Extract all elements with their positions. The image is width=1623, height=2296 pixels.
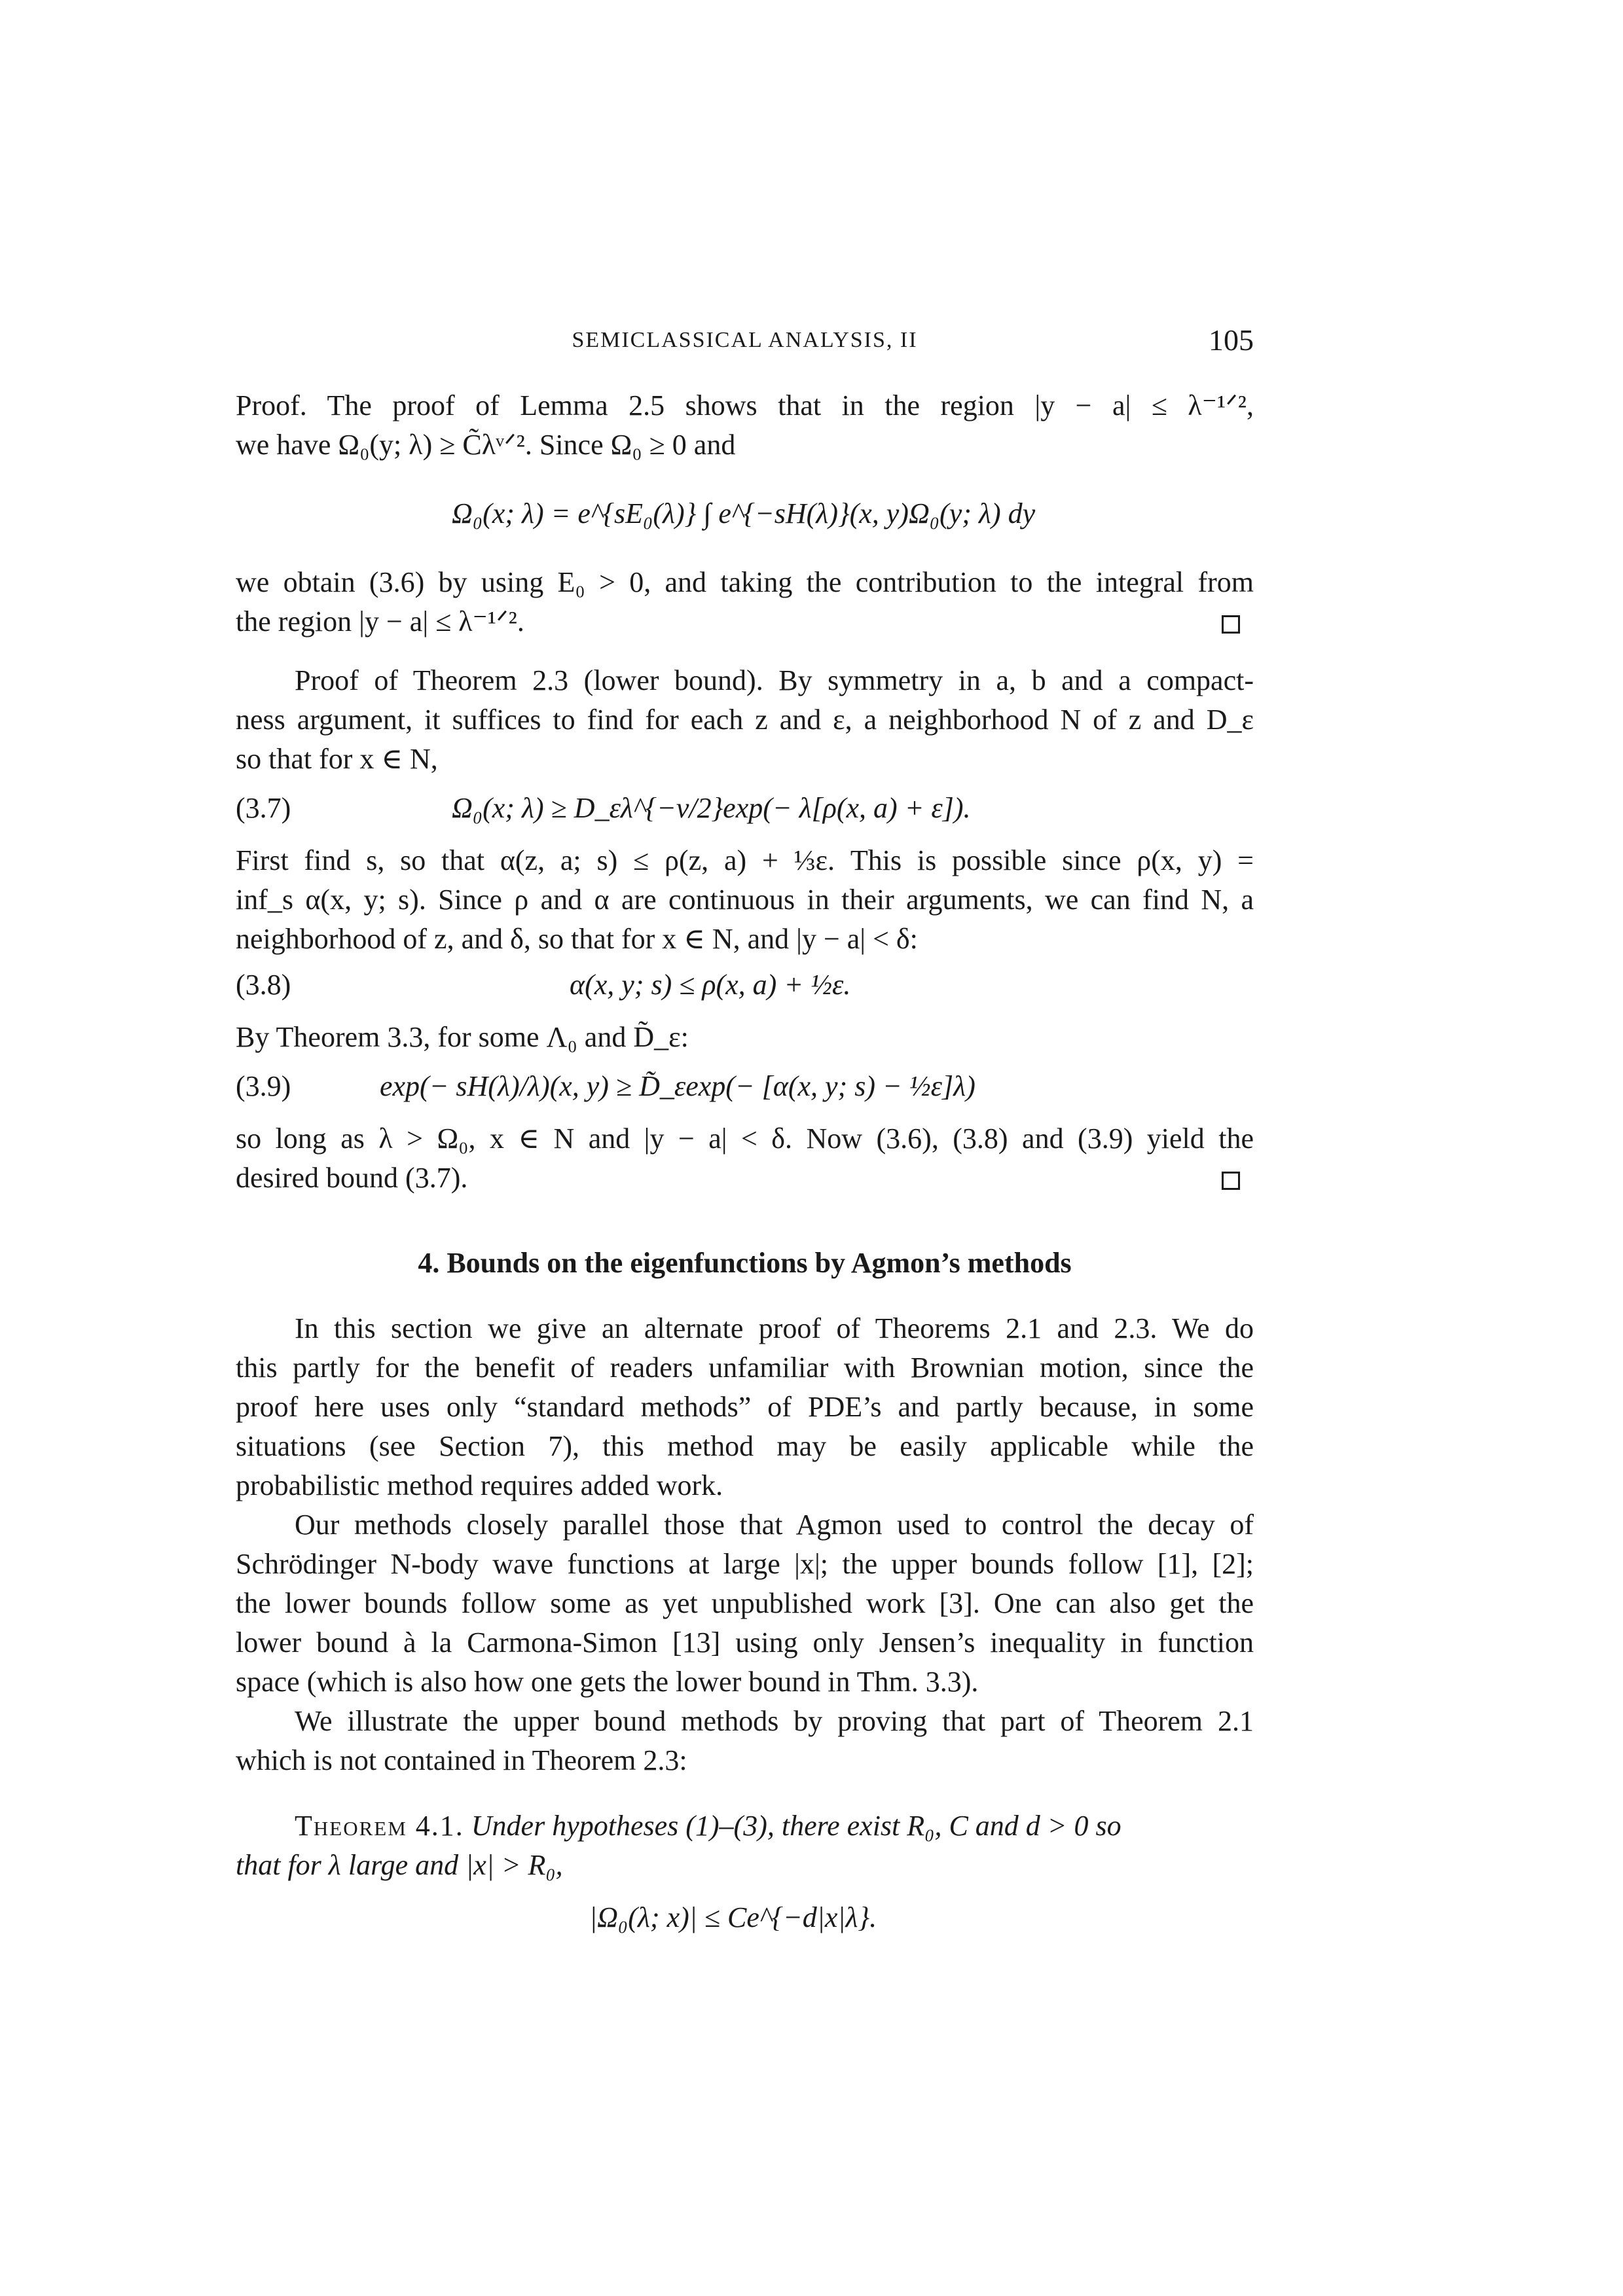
- paragraph-line: lower bound à la Carmona-Simon [13] using only Jensen’s inequality in function: [236, 1626, 1254, 1659]
- paragraph-line: space (which is also how one gets the lower bound in Thm. 3.3).: [236, 1666, 979, 1698]
- equation-number-3-8: (3.8): [236, 969, 291, 1001]
- proof1-line3: we obtain (3.6) by using E₀ > 0, and taking the contribution to the integral from: [236, 566, 1254, 598]
- proof1-line2: we have Ω₀(y; λ) ≥ C̃λᵛᐟ². Since Ω₀ ≥ 0 and: [236, 429, 736, 461]
- equation-3-8: α(x, y; s) ≤ ρ(x, a) + ½ε.: [570, 969, 851, 1001]
- paragraph-line: situations (see Section 7), this method may be easily applicable while the: [236, 1430, 1254, 1462]
- paragraph-line: the lower bounds follow some as yet unpublished work [3]. One can also get the: [236, 1587, 1254, 1619]
- paragraph-line: which is not contained in Theorem 2.3:: [236, 1744, 687, 1776]
- theorem-line1: [295, 1806, 1254, 1846]
- proof2-line2: ness argument, it suffices to find for each z and ε, a neighborhood N of z and D_ε: [236, 704, 1254, 736]
- page-header: [236, 321, 1254, 360]
- section-heading: 4. Bounds on the eigenfunctions by Agmon’s methods: [418, 1247, 1072, 1279]
- theorem-line2: that for λ large and |x| > R₀,: [236, 1849, 563, 1881]
- equation-3-7: Ω₀(x; λ) ≥ D_ελ^{−ν/2}exp(− λ[ρ(x, a) + ε]).: [452, 792, 971, 824]
- proof1-line1: Proof. The proof of Lemma 2.5 shows that in the region |y − a| ≤ λ⁻¹ᐟ²,: [236, 389, 1254, 422]
- proof2-line7: By Theorem 3.3, for some Λ₀ and D̃_ε:: [236, 1021, 689, 1053]
- page-number: 105: [1209, 323, 1254, 357]
- paragraph-line: this partly for the benefit of readers unfamiliar with Brownian motion, since the: [236, 1352, 1254, 1384]
- equation-3-9: exp(− sH(λ)/λ)(x, y) ≥ D̃_εexp(− [α(x, y; s) − ½ε]λ): [380, 1070, 976, 1102]
- proof2-line5: inf_s α(x, y; s). Since ρ and α are continuous in their arguments, we can find N, a: [236, 884, 1254, 916]
- theorem-equation: |Ω₀(λ; x)| ≤ Ce^{−d|x|λ}.: [589, 1901, 877, 1933]
- equation-number-3-7: (3.7): [236, 792, 291, 824]
- proof2-line8: so long as λ > Ω₀, x ∈ N and |y − a| < δ. Now (3.6), (3.8) and (3.9) yield the: [236, 1122, 1254, 1155]
- paragraph-line: In this section we give an alternate proof of Theorems 2.1 and 2.3. We do: [295, 1312, 1254, 1344]
- paragraph-line: probabilistic method requires added work.: [236, 1469, 723, 1501]
- proof2-line6: neighborhood of z, and δ, so that for x ∈ N, and |y − a| < δ:: [236, 923, 918, 955]
- proof2-line4: First find s, so that α(z, a; s) ≤ ρ(z, a) + ⅓ε. This is possible since ρ(x, y) =: [236, 844, 1254, 876]
- proof1-equation: Ω₀(x; λ) = e^{sE₀(λ)} ∫ e^{−sH(λ)}(x, y)Ω₀(y; λ) dy: [452, 497, 1036, 529]
- paragraph-line: We illustrate the upper bound methods by proving that part of Theorem 2.1: [295, 1705, 1254, 1737]
- qed-symbol: [1222, 615, 1240, 634]
- proof2-line9: desired bound (3.7).: [236, 1162, 468, 1194]
- theorem-label: Theorem 4.1.: [295, 1810, 464, 1842]
- equation-number-3-9: (3.9): [236, 1070, 291, 1102]
- paragraph-line: Schrödinger N-body wave functions at large |x|; the upper bounds follow [1], [2];: [236, 1548, 1254, 1580]
- qed-symbol: [1222, 1172, 1240, 1190]
- proof2-line3: so that for x ∈ N,: [236, 743, 438, 775]
- running-title: SEMICLASSICAL ANALYSIS, II: [572, 328, 918, 352]
- proof1-line4: the region |y − a| ≤ λ⁻¹ᐟ².: [236, 605, 524, 637]
- proof2-line1: Proof of Theorem 2.3 (lower bound). By symmetry in a, b and a compact-: [295, 664, 1254, 696]
- paragraph-line: Our methods closely parallel those that Agmon used to control the decay of: [295, 1509, 1254, 1541]
- theorem-statement: Under hypotheses (1)–(3), there exist R₀, C and d > 0 so: [471, 1810, 1122, 1842]
- paragraph-line: proof here uses only “standard methods” of PDE’s and partly because, in some: [236, 1391, 1254, 1423]
